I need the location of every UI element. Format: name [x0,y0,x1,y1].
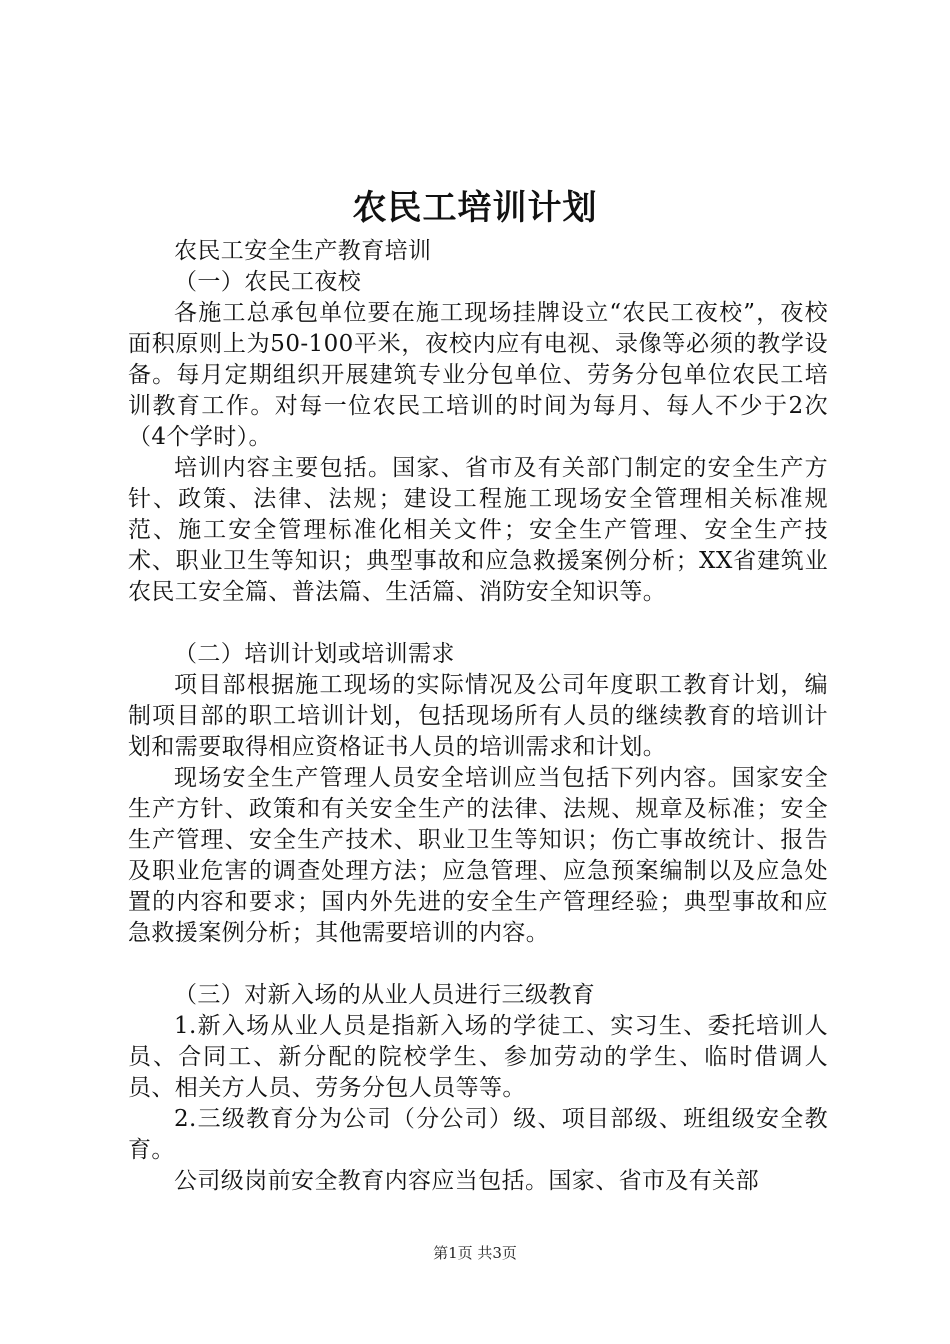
section-heading: （三）对新入场的从业人员进行三级教育 [174,982,596,1008]
section-heading: （一）农民工夜校 [174,269,362,295]
section-heading: （二）培训计划或培训需求 [174,641,455,667]
paragraph: 2.三级教育分为公司（分公司）级、项目部级、班组级安全教育。 [128,1106,828,1163]
document-title: 农民工培训计划 [352,188,598,228]
paragraph-heading: 农民工安全生产教育培训 [174,238,432,264]
paragraph: 各施工总承包单位要在施工现场挂牌设立“农民工夜校”，夜校面积原则上为50-100平米，夜校内应有电视、录像等必须的教学设备。每月定期组织开展建筑专业分包单位、劳务分包单位农民工培训教育工作。对每一位农民工培训的时间为每月、每人不少于2次（4个学时）。 [128,300,828,450]
paragraph: 现场安全生产管理人员安全培训应当包括下列内容。国家安全生产方针、政策和有关安全生产的法律、法规、规章及标准；安全生产管理、安全生产技术、职业卫生等知识；伤亡事故统计、报告及职业危害的调查处理方法；应急管理、应急预案编制以及应急处置的内容和要求；国内外先进的安全生产管理经验；典型事故和应急救援案例分析；其他需要培训的内容。 [128,765,828,946]
paragraph: 1.新入场从业人员是指新入场的学徒工、实习生、委托培训人员、合同工、新分配的院校学生、参加劳动的学生、临时借调人员、相关方人员、劳务分包人员等等。 [128,1013,828,1101]
paragraph: 培训内容主要包括。国家、省市及有关部门制定的安全生产方针、政策、法律、法规；建设工程施工现场安全管理相关标准规范、施工安全管理标准化相关文件；安全生产管理、安全生产技术、职业卫生等知识；典型事故和应急救援案例分析；XX省建筑业农民工安全篇、普法篇、生活篇、消防安全知识等。 [128,455,828,605]
paragraph: 项目部根据施工现场的实际情况及公司年度职工教育计划，编制项目部的职工培训计划，包括现场所有人员的继续教育的培训计划和需要取得相应资格证书人员的培训需求和计划。 [128,672,828,760]
paragraph: 公司级岗前安全教育内容应当包括。国家、省市及有关部 [174,1168,759,1194]
page-number: 第1页 共3页 [433,1244,517,1262]
document-body [128,236,828,1197]
